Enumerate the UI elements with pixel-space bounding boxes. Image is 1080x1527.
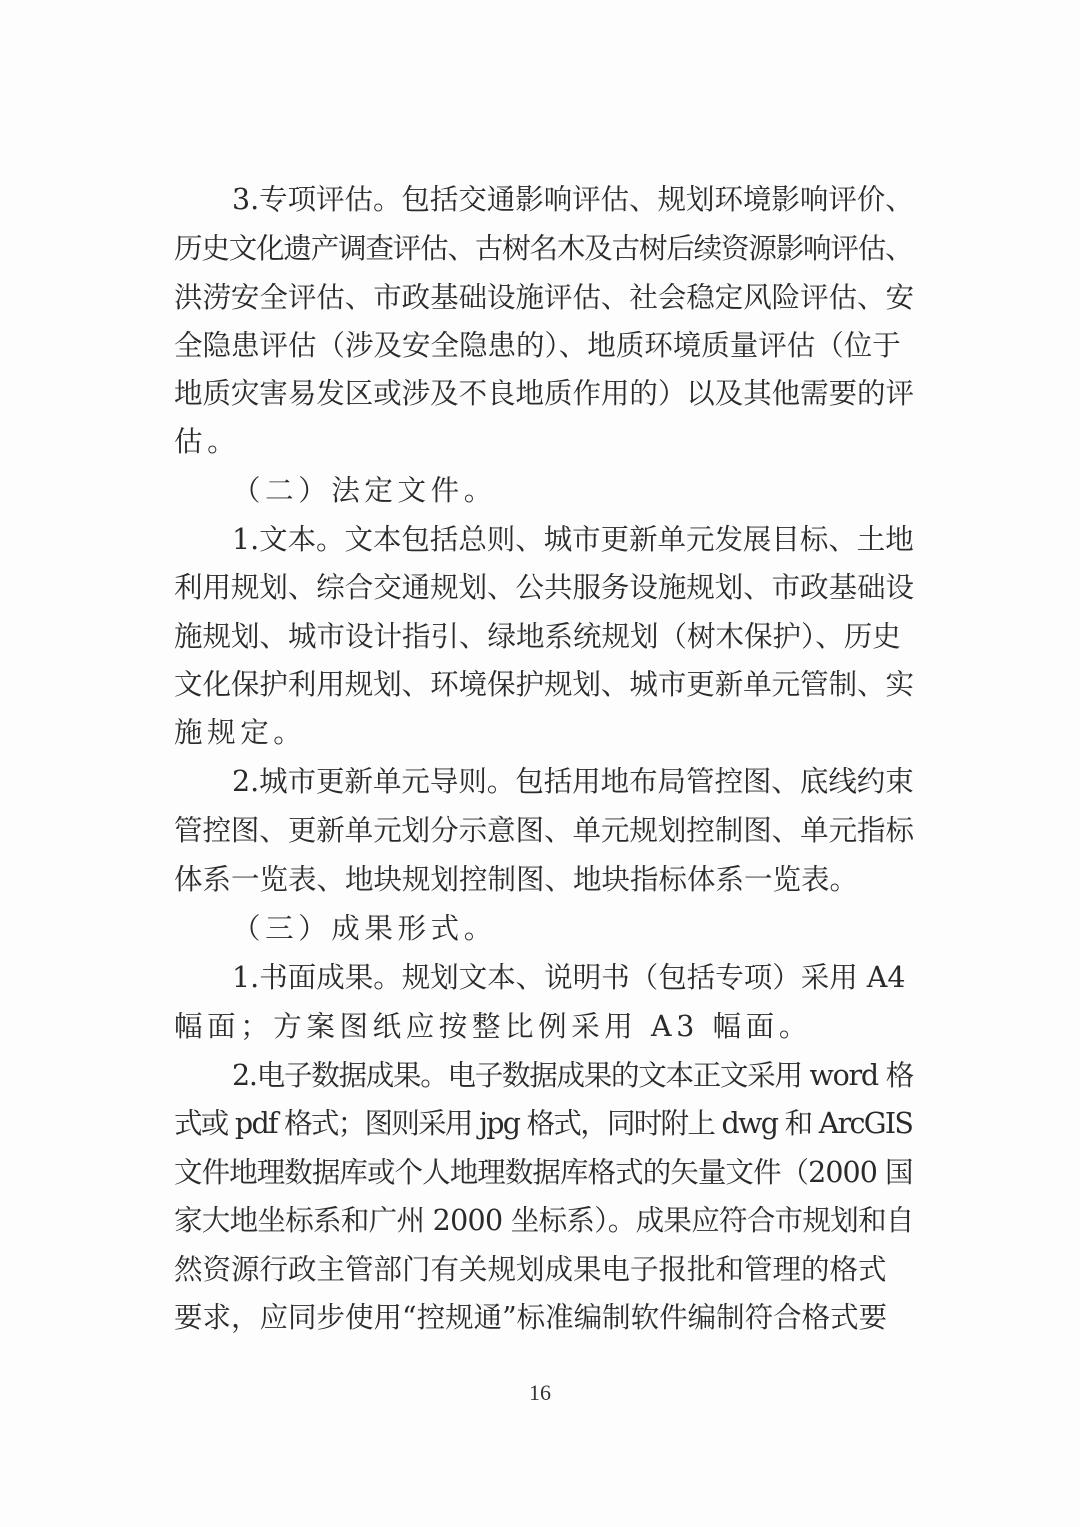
text-line: 1.书面成果。规划文本、说明书（包括专项）采用 A4 xyxy=(232,961,906,994)
text-line: 施规定。 xyxy=(174,716,307,749)
page-number: 16 xyxy=(529,1380,551,1405)
section-heading: （二）法定文件。 xyxy=(232,474,497,507)
text-line: 2.城市更新单元导则。包括用地布局管控图、底线约束 xyxy=(232,765,914,798)
text-line: 施规划、城市设计指引、绿地系统规划（树木保护）、历史 xyxy=(174,620,901,653)
text-line: 2.电子数据成果。电子数据成果的文本正文采用 word 格 xyxy=(232,1059,913,1092)
text-line: 估。 xyxy=(174,425,241,458)
text-line: 1.文本。文本包括总则、城市更新单元发展目标、土地 xyxy=(232,523,914,556)
text-line: 文件地理数据库或个人地理数据库格式的矢量文件（2000 国 xyxy=(174,1156,913,1189)
text-line: 幅面；方案图纸应按整比例采用 A3 幅面。 xyxy=(174,1010,812,1043)
text-line: 要求，应同步使用“控规通”标准编制软件编制符合格式要 xyxy=(174,1301,888,1334)
text-line: 地质灾害易发区或涉及不良地质作用的）以及其他需要的评 xyxy=(174,377,914,410)
text-line: 3.专项评估。包括交通影响评估、规划环境影响评价、 xyxy=(232,183,914,216)
text-line: 体系一览表、地块规划控制图、地块指标体系一览表。 xyxy=(174,863,859,896)
section-heading: （三）成果形式。 xyxy=(232,912,497,945)
text-line: 洪涝安全评估、市政基础设施评估、社会稳定风险评估、安 xyxy=(174,281,914,314)
text-line: 全隐患评估（涉及安全隐患的）、地质环境质量评估（位于 xyxy=(174,329,901,362)
text-line: 文化保护利用规划、环境保护规划、城市更新单元管制、实 xyxy=(174,668,914,701)
text-line: 利用规划、综合交通规划、公共服务设施规划、市政基础设 xyxy=(174,571,914,604)
text-line: 家大地坐标系和广州 2000 坐标系）。成果应符合市规划和自 xyxy=(174,1204,914,1237)
text-line: 式或 pdf 格式；图则采用 jpg 格式，同时附上 dwg 和 ArcGIS xyxy=(174,1107,913,1140)
text-line: 然资源行政主管部门有关规划成果电子报批和管理的格式 xyxy=(174,1253,887,1286)
text-line: 历史文化遗产调查评估、古树名木及古树后续资源影响评估、 xyxy=(174,232,913,265)
text-line: 管控图、更新单元划分示意图、单元规划控制图、单元指标 xyxy=(174,814,914,847)
